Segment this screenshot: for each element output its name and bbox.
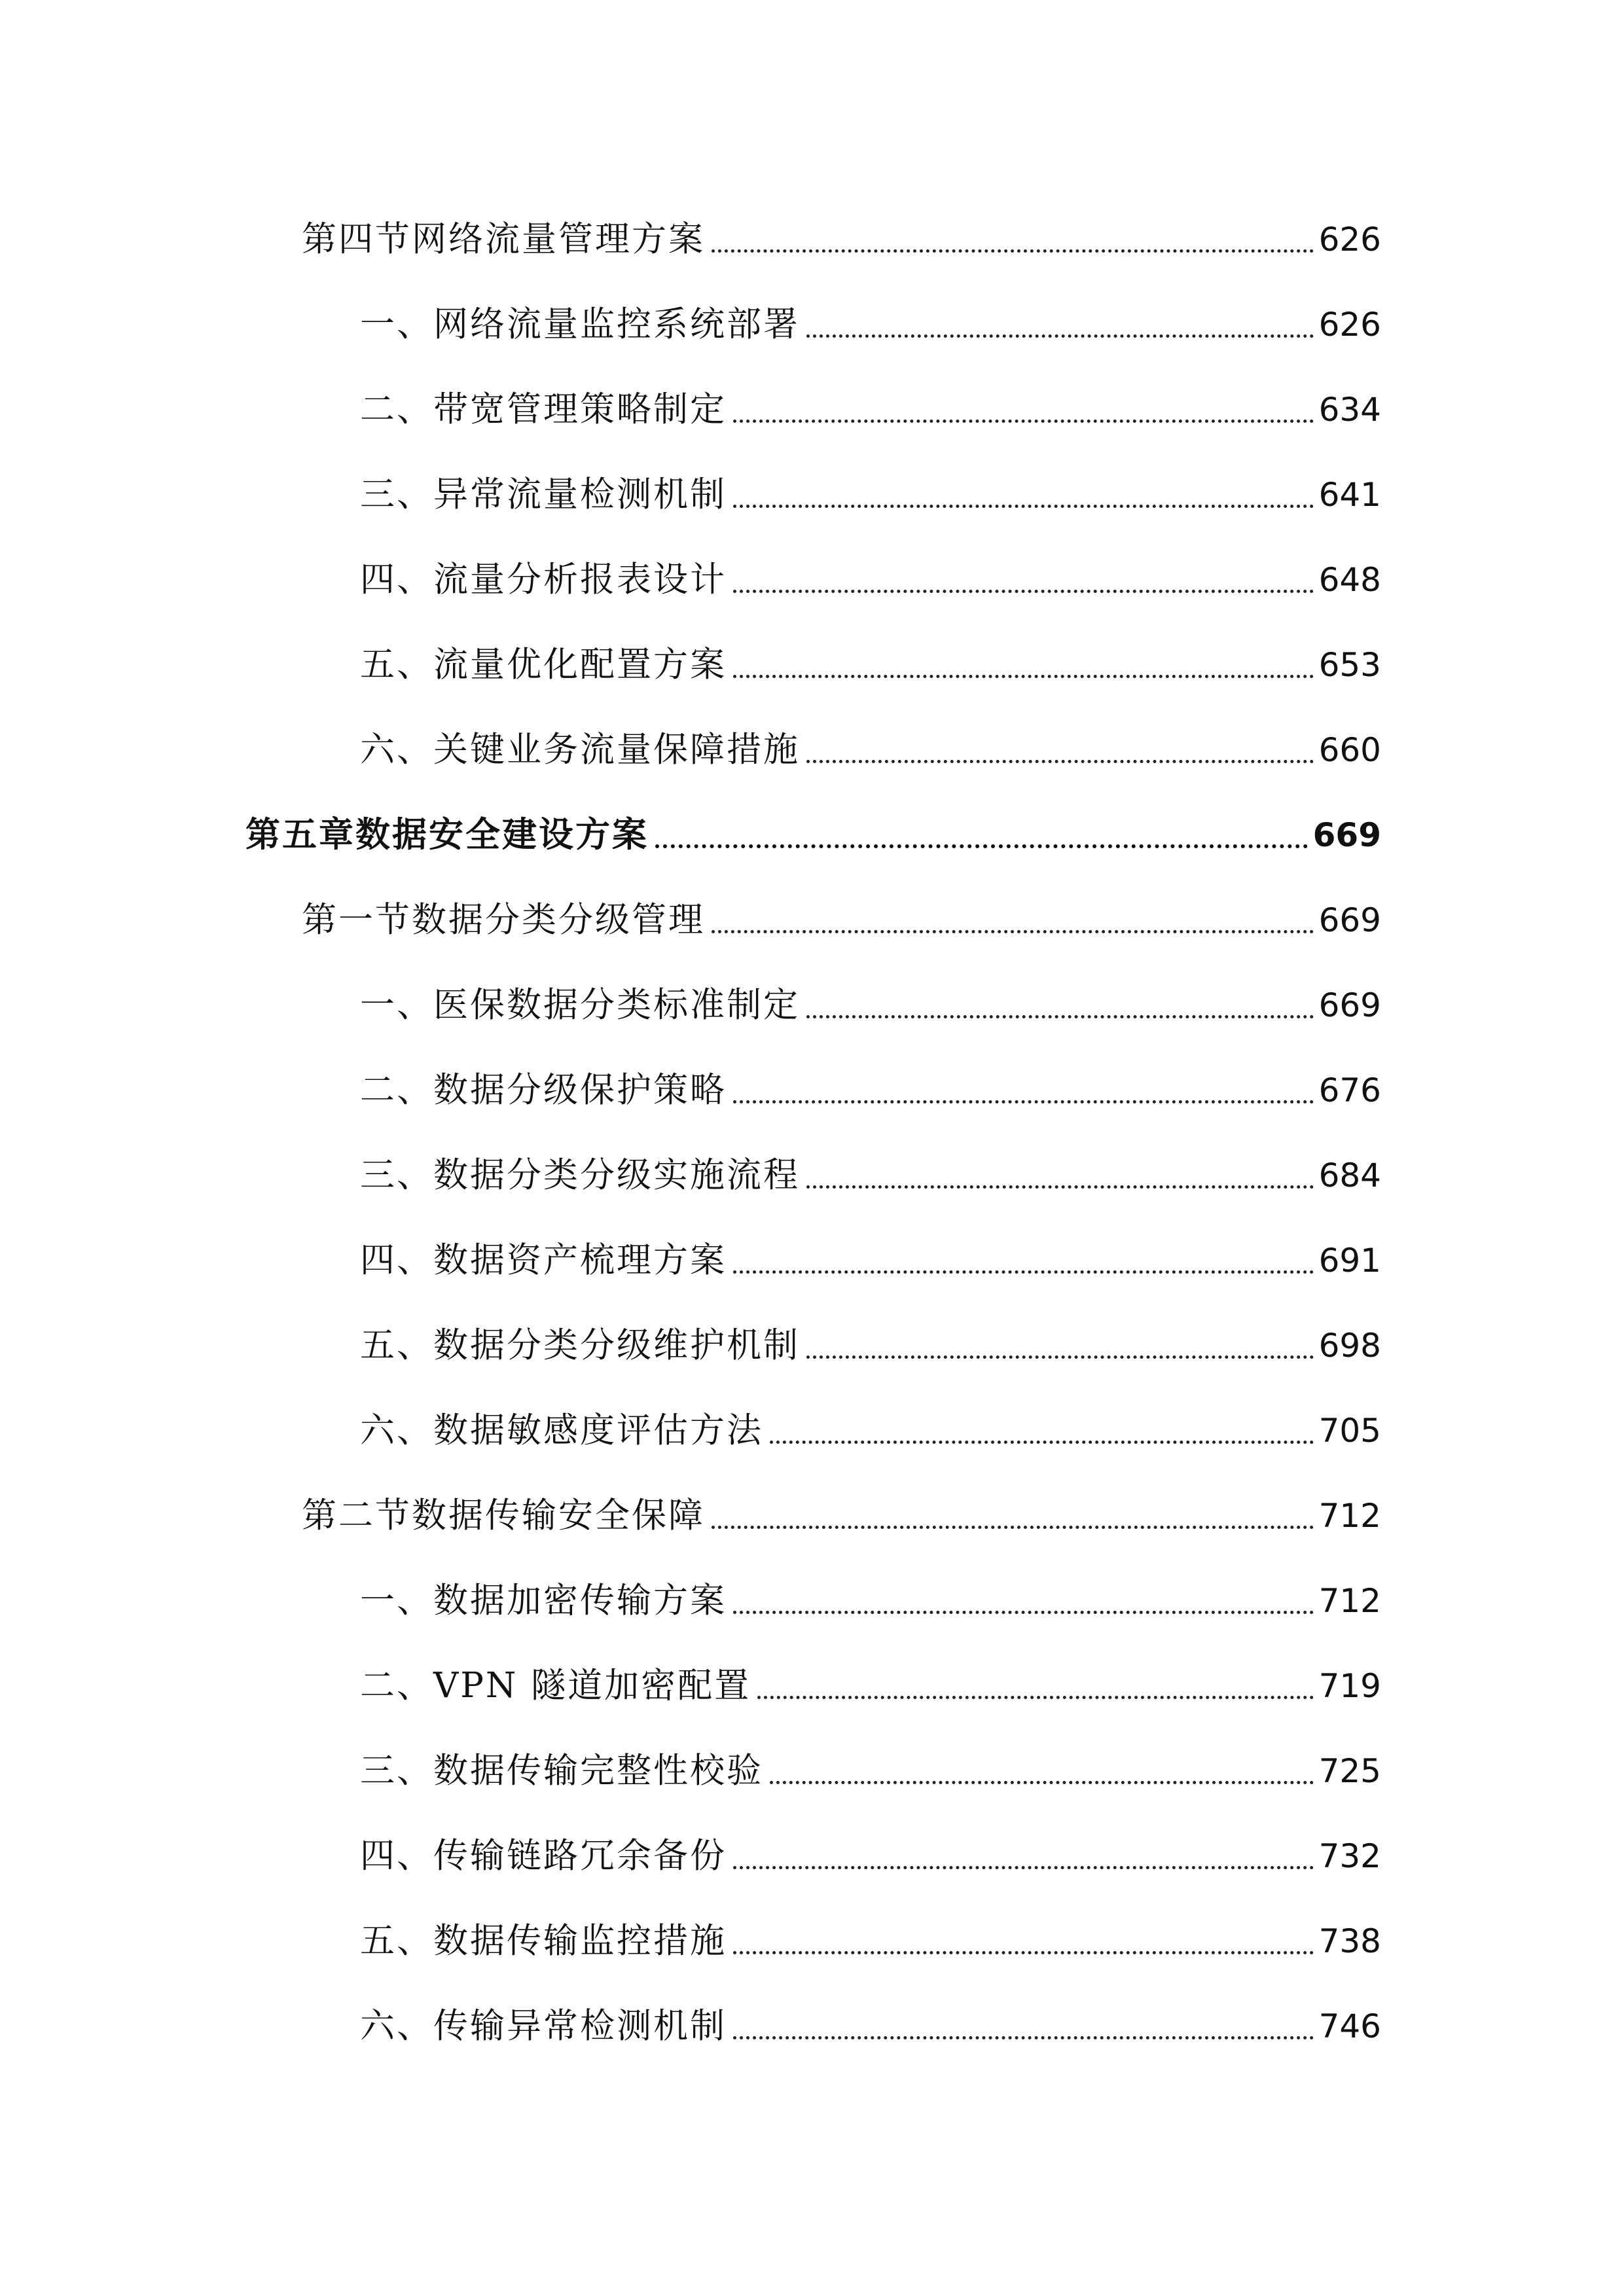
dot-leader [733, 1600, 1314, 1614]
toc-entry-item[interactable] [360, 298, 1381, 351]
toc-entry-title: 一、医保数据分类标准制定 [360, 985, 800, 1025]
toc-entry-title: 第五章数据安全建设方案 [245, 815, 649, 855]
toc-entry-section[interactable] [302, 1490, 1381, 1542]
toc-entry-title: 三、数据分类分级实施流程 [360, 1155, 800, 1195]
dot-leader [733, 409, 1314, 423]
toc-entry-item[interactable] [360, 384, 1381, 436]
toc-entry-title: 一、数据加密传输方案 [360, 1581, 727, 1621]
toc-entry-item[interactable] [360, 1319, 1381, 1372]
toc-entry-title: 六、关键业务流量保障措施 [360, 730, 800, 770]
toc-entry-title: 六、传输异常检测机制 [360, 2006, 727, 2046]
dot-leader [733, 1090, 1314, 1103]
toc-entry-item[interactable] [360, 1660, 1381, 1712]
toc-entry-item[interactable] [360, 1149, 1381, 1202]
toc-entry-page: 705 [1318, 1412, 1381, 1450]
toc-entry-item[interactable] [360, 1064, 1381, 1117]
toc-entry-page: 669 [1312, 816, 1381, 854]
toc-entry-title: 五、数据传输监控措施 [360, 1921, 727, 1961]
toc-entry-item[interactable] [360, 724, 1381, 776]
toc-entry-page: 746 [1318, 2007, 1381, 2045]
toc-entry-item[interactable] [360, 1830, 1381, 1882]
toc-entry-section[interactable] [302, 894, 1381, 946]
toc-entry-page: 719 [1318, 1667, 1381, 1705]
dot-leader [712, 920, 1314, 933]
toc-entry-title: 三、数据传输完整性校验 [360, 1751, 763, 1791]
dot-leader [770, 1430, 1314, 1444]
dot-leader [770, 1770, 1314, 1784]
dot-leader [733, 494, 1314, 508]
toc-entry-item[interactable] [360, 1745, 1381, 1797]
dot-leader [757, 1685, 1313, 1699]
dot-leader [733, 579, 1314, 593]
toc-entry-page: 634 [1318, 391, 1381, 429]
toc-entry-chapter[interactable] [245, 809, 1381, 861]
toc-entry-title: 二、带宽管理策略制定 [360, 389, 727, 429]
toc-entry-title: 五、流量优化配置方案 [360, 645, 727, 685]
toc-entry-title: 第一节数据分类分级管理 [302, 900, 705, 940]
toc-entry-page: 626 [1318, 221, 1381, 259]
dot-leader [733, 1941, 1314, 1954]
toc-entry-title: 四、数据资产梳理方案 [360, 1240, 727, 1280]
toc-entry-item[interactable] [360, 1234, 1381, 1287]
toc-entry-title: 四、传输链路冗余备份 [360, 1836, 727, 1876]
toc-entry-section[interactable] [302, 213, 1381, 266]
dot-leader [733, 1856, 1314, 1869]
toc-entry-item[interactable] [360, 1575, 1381, 1627]
toc-entry-title: 第二节数据传输安全保障 [302, 1496, 705, 1535]
toc-entry-page: 691 [1318, 1242, 1381, 1280]
dot-leader [733, 2026, 1314, 2039]
dot-leader [806, 1005, 1314, 1018]
toc-entry-item[interactable] [360, 554, 1381, 606]
toc-entry-page: 626 [1318, 306, 1381, 344]
toc-entry-page: 648 [1318, 561, 1381, 599]
toc-entry-page: 641 [1318, 476, 1381, 514]
dot-leader [733, 664, 1314, 678]
toc-entry-page: 676 [1318, 1071, 1381, 1109]
toc-entry-title: 第四节网络流量管理方案 [302, 219, 705, 259]
toc-entry-page: 669 [1318, 901, 1381, 939]
toc-entry-title: 二、数据分级保护策略 [360, 1070, 727, 1110]
dot-leader [733, 1260, 1314, 1274]
toc-entry-page: 738 [1318, 1922, 1381, 1960]
toc-entry-page: 698 [1318, 1327, 1381, 1365]
toc-entry-title: 三、异常流量检测机制 [360, 475, 727, 514]
dot-leader [806, 749, 1314, 763]
toc-entry-page: 669 [1318, 986, 1381, 1024]
toc-entry-page: 732 [1318, 1837, 1381, 1875]
dot-leader [712, 239, 1314, 253]
toc-entry-title: 四、流量分析报表设计 [360, 560, 727, 600]
toc-entry-page: 684 [1318, 1157, 1381, 1194]
toc-entry-item[interactable] [360, 469, 1381, 521]
toc-entry-page: 712 [1318, 1497, 1381, 1535]
toc-entry-page: 725 [1318, 1752, 1381, 1790]
toc-entry-item[interactable] [360, 639, 1381, 691]
toc-entry-title: 二、VPN 隧道加密配置 [360, 1666, 751, 1706]
dot-leader [712, 1515, 1314, 1529]
toc-entry-page: 653 [1318, 646, 1381, 684]
toc-entry-title: 六、数据敏感度评估方法 [360, 1410, 763, 1450]
toc-entry-page: 712 [1318, 1582, 1381, 1620]
toc-entry-item[interactable] [360, 1915, 1381, 1967]
dot-leader [806, 324, 1314, 338]
dot-leader [806, 1175, 1314, 1189]
toc-entry-item[interactable] [360, 2000, 1381, 2053]
toc-entry-title: 一、网络流量监控系统部署 [360, 304, 800, 344]
toc-entry-item[interactable] [360, 1405, 1381, 1457]
toc-entry-title: 五、数据分类分级维护机制 [360, 1325, 800, 1365]
toc-entry-item[interactable] [360, 979, 1381, 1031]
dot-leader [655, 834, 1308, 848]
toc-entry-page: 660 [1318, 731, 1381, 769]
dot-leader [806, 1345, 1314, 1359]
